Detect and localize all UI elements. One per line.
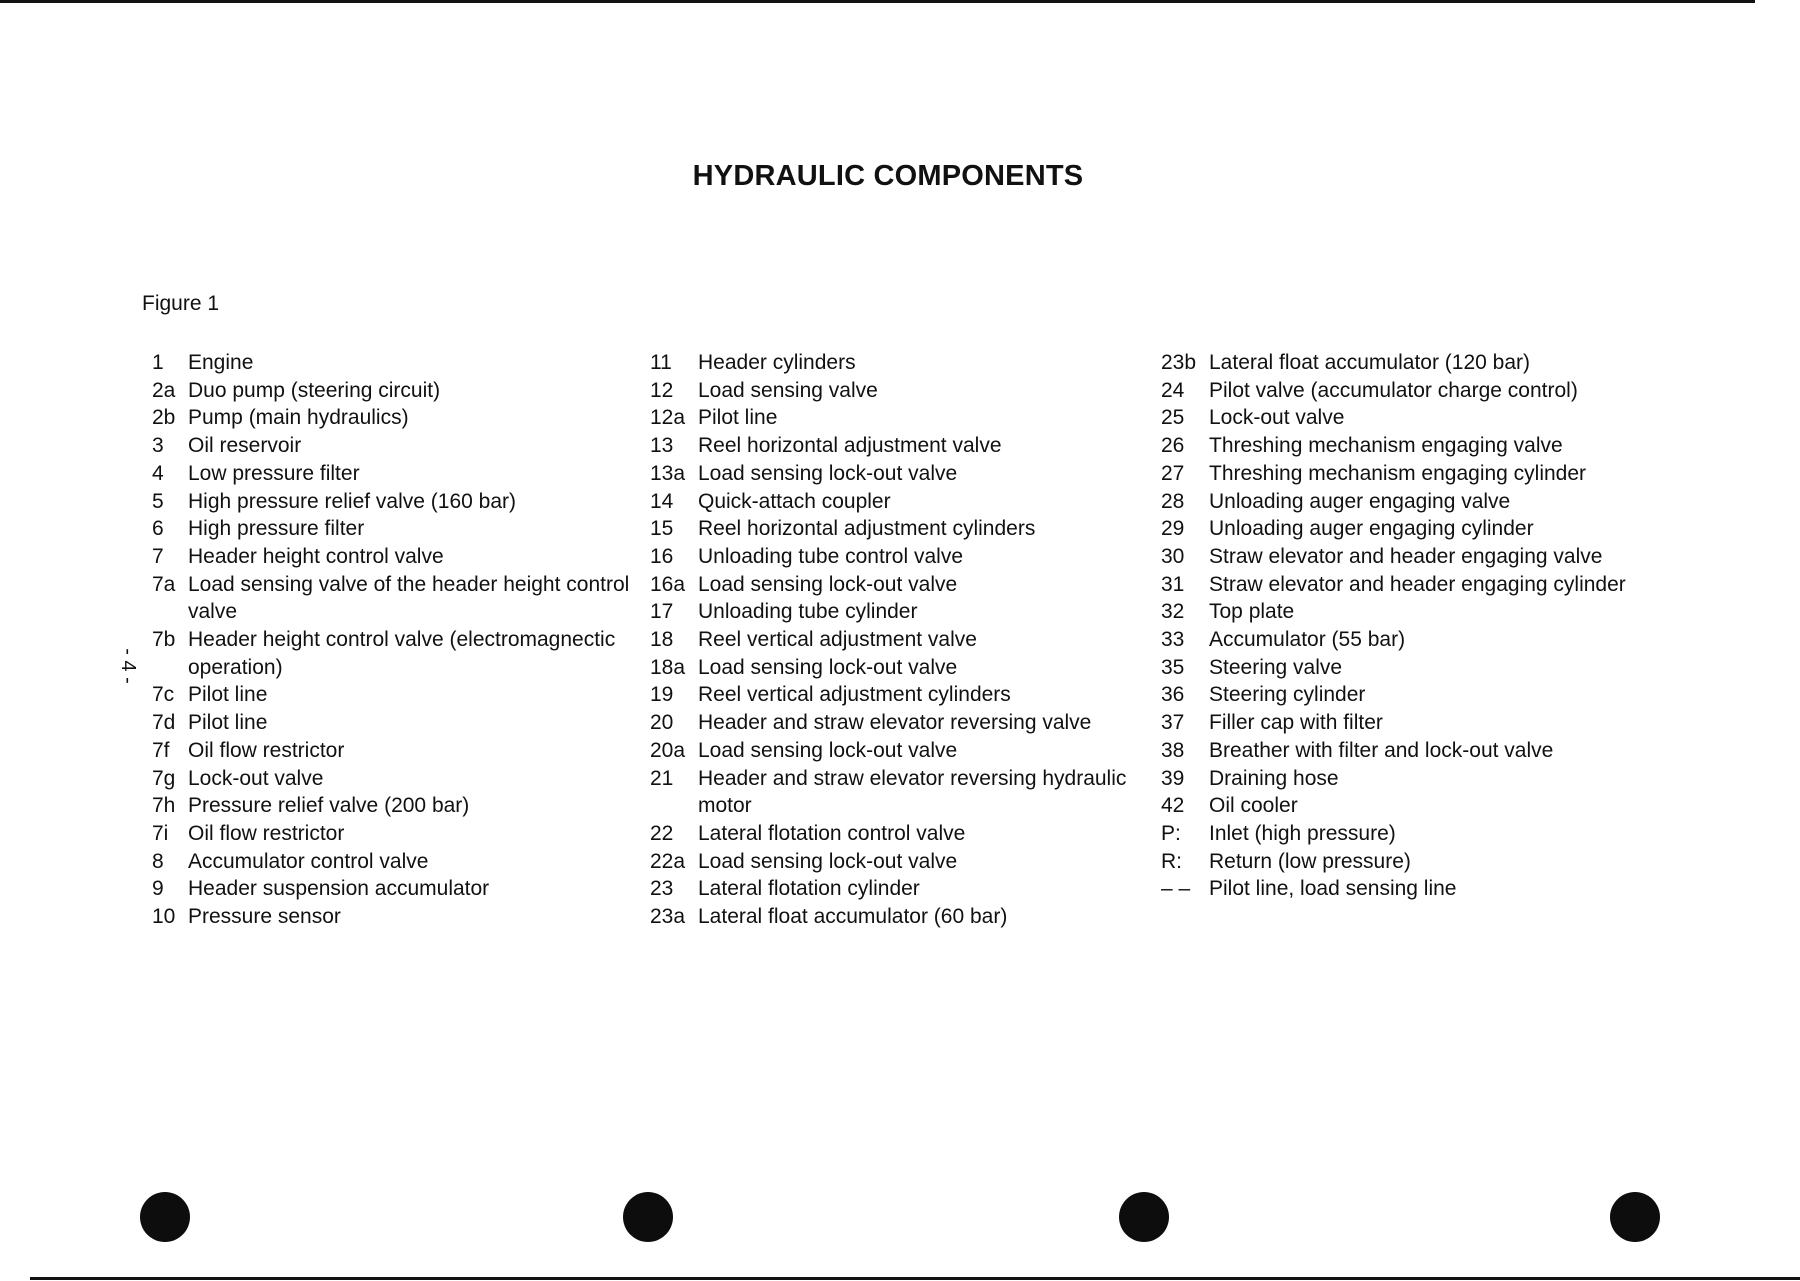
legend-item-label: Load sensing lock-out valve (698, 738, 958, 762)
legend-item-label: Pilot line (188, 683, 268, 707)
legend-item-label: Load sensing lock-out valve (698, 655, 958, 679)
legend-item (1161, 848, 1641, 876)
legend-item-label: Threshing mechanism engaging valve (1209, 434, 1563, 458)
legend-item-label: Quick-attach coupler (698, 489, 891, 513)
legend-item-number: 21 (650, 766, 674, 790)
legend-item (1161, 598, 1641, 626)
legend-item (1161, 571, 1641, 599)
legend-item-label: Header height control valve (electromagnectic operation) (188, 628, 616, 679)
legend-item-label: High pressure filter (188, 517, 365, 541)
legend-item-number: 28 (1161, 489, 1185, 513)
legend-item (650, 765, 1145, 820)
legend-item-number: 30 (1161, 544, 1185, 568)
legend-item (1161, 626, 1641, 654)
legend-item-label: Unloading auger engaging cylinder (1209, 517, 1534, 541)
legend-item-number: 9 (152, 877, 164, 901)
legend-item (140, 820, 640, 848)
legend-item-label: Header cylinders (698, 351, 856, 374)
legend-item (650, 681, 1145, 709)
legend-item-label: Oil reservoir (188, 434, 302, 458)
legend-item (650, 460, 1145, 488)
legend-item (140, 903, 640, 931)
legend-item-number: 38 (1161, 738, 1185, 762)
legend-item-label: Unloading tube control valve (698, 544, 964, 568)
legend-item-label: Load sensing lock-out valve (698, 572, 958, 596)
legend-item-number: 11 (650, 351, 672, 374)
legend-item (140, 848, 640, 876)
legend-item (650, 848, 1145, 876)
legend-item-label: Duo pump (steering circuit) (188, 378, 441, 402)
legend-item-label: Lateral float accumulator (60 bar) (698, 905, 1008, 929)
legend-item-label: Steering valve (1209, 655, 1343, 679)
legend-item (1161, 875, 1641, 903)
legend-item-number: 1 (152, 351, 164, 374)
legend-item-label: Breather with filter and lock-out valve (1209, 738, 1554, 762)
legend-column-3 (1161, 349, 1641, 903)
legend-item-number: P: (1161, 821, 1181, 845)
legend-item-label: Draining hose (1209, 766, 1339, 790)
legend-item-number: 3 (152, 434, 164, 458)
legend-item (650, 571, 1145, 599)
legend-item (650, 875, 1145, 903)
legend-item (1161, 349, 1641, 377)
legend-item-label: Load sensing valve (698, 378, 878, 402)
legend-item-number: 35 (1161, 655, 1185, 679)
legend-item-number: 33 (1161, 628, 1185, 652)
legend-item-number: 7h (152, 794, 176, 818)
legend-item-number: – – (1161, 877, 1191, 901)
legend-item-label: Pump (main hydraulics) (188, 406, 409, 430)
legend-item (140, 792, 640, 820)
legend-item-label: Low pressure filter (188, 461, 360, 485)
legend-item-label: Header suspension accumulator (188, 877, 490, 901)
legend-item-number: 2a (152, 378, 176, 402)
legend-item-number: 7 (152, 544, 164, 568)
legend-item (1161, 488, 1641, 516)
legend-item-number: 27 (1161, 461, 1185, 485)
legend-item-label: Straw elevator and header engaging cylinder (1209, 572, 1626, 596)
legend-item-label: Pressure sensor (188, 905, 341, 929)
legend-column-2 (650, 349, 1145, 931)
legend-item (140, 543, 640, 571)
legend-item (140, 515, 640, 543)
legend-item-number: 18a (650, 655, 686, 679)
binder-hole (1119, 1192, 1169, 1242)
legend-item-number: 10 (152, 905, 176, 929)
legend-item (1161, 709, 1641, 737)
binder-hole (140, 1192, 190, 1242)
figure-label: Figure 1 (142, 292, 220, 315)
legend-item (650, 349, 1145, 377)
legend-item (1161, 460, 1641, 488)
legend-item-label: Load sensing lock-out valve (698, 849, 958, 873)
legend-item-number: 42 (1161, 794, 1185, 818)
legend-item (1161, 515, 1641, 543)
legend-item-label: Oil flow restrictor (188, 821, 345, 845)
legend-item-number: 22a (650, 849, 686, 873)
legend-item-number: 25 (1161, 406, 1185, 430)
legend-item-label: Load sensing valve of the header height control valve (188, 572, 630, 624)
legend-item-label: Steering cylinder (1209, 683, 1366, 707)
legend-item-number: 5 (152, 489, 164, 513)
legend-item (140, 681, 640, 709)
legend-item-label: Return (low pressure) (1209, 849, 1411, 873)
legend-item (140, 404, 640, 432)
legend-item (140, 875, 640, 903)
legend-item (1161, 765, 1641, 793)
legend-item (140, 626, 640, 681)
legend-item (1161, 737, 1641, 765)
legend-item (650, 654, 1145, 682)
legend-column-1 (140, 349, 640, 931)
legend-item-label: Pressure relief valve (200 bar) (188, 794, 470, 818)
legend-item-label: Reel horizontal adjustment valve (698, 434, 1002, 458)
legend-item-label: Reel horizontal adjustment cylinders (698, 517, 1036, 541)
legend-item (140, 488, 640, 516)
legend-item-label: Reel vertical adjustment valve (698, 628, 977, 652)
legend-item (650, 515, 1145, 543)
legend-item-number: 13a (650, 461, 686, 485)
legend-item-label: Unloading auger engaging valve (1209, 489, 1511, 513)
legend-item-number: 15 (650, 517, 674, 541)
legend-item-label: Engine (188, 351, 254, 374)
legend-item (140, 432, 640, 460)
legend-item-number: 36 (1161, 683, 1185, 707)
legend-item-label: Accumulator control valve (188, 849, 429, 873)
legend-item-number: 22 (650, 821, 674, 845)
legend-item-number: 20 (650, 711, 674, 735)
legend-item-number: 31 (1161, 572, 1185, 596)
legend-item (140, 709, 640, 737)
legend-item-number: 7a (152, 572, 176, 596)
legend-item (650, 709, 1145, 737)
legend-item-number: 7d (152, 711, 176, 735)
legend-item (1161, 654, 1641, 682)
legend-item (650, 488, 1145, 516)
legend-item (140, 737, 640, 765)
legend-item-label: Header and straw elevator reversing hydraulic motor (698, 766, 1127, 818)
legend-item (140, 571, 640, 626)
legend-item-label: Lateral float accumulator (120 bar) (1209, 351, 1530, 374)
legend-item-label: Pilot line, load sensing line (1209, 877, 1457, 901)
page-title: HYDRAULIC COMPONENTS (692, 160, 1084, 192)
legend-item-number: 12 (650, 378, 674, 402)
legend-item-label: High pressure relief valve (160 bar) (188, 489, 516, 513)
legend-item-label: Threshing mechanism engaging cylinder (1209, 461, 1587, 485)
binder-hole (1610, 1192, 1660, 1242)
legend-item (650, 404, 1145, 432)
legend-item-label: Lateral flotation cylinder (698, 877, 920, 901)
legend-item-label: Top plate (1209, 600, 1295, 624)
legend-item (140, 349, 640, 377)
legend-item-number: 7c (152, 683, 175, 707)
legend-item-number: 19 (650, 683, 674, 707)
legend-item-number: 39 (1161, 766, 1185, 790)
legend-item-label: Lock-out valve (188, 766, 324, 790)
legend-item (650, 543, 1145, 571)
legend-item-label: Straw elevator and header engaging valve (1209, 544, 1603, 568)
legend-item-number: 4 (152, 461, 164, 485)
legend-item-label: Lateral flotation control valve (698, 821, 966, 845)
legend-item-number: 23a (650, 905, 686, 929)
legend-item-label: Pilot line (188, 711, 268, 735)
legend-item (1161, 543, 1641, 571)
legend-item-label: Inlet (high pressure) (1209, 821, 1396, 845)
legend-item-label: Filler cap with filter (1209, 711, 1383, 735)
legend-item-number: 20a (650, 738, 686, 762)
legend-item-number: 7i (152, 821, 169, 845)
legend-item (1161, 432, 1641, 460)
legend-item-number: 2b (152, 406, 176, 430)
legend-item-label: Reel vertical adjustment cylinders (698, 683, 1011, 707)
legend-item-label: Pilot valve (accumulator charge control) (1209, 378, 1578, 402)
page-number: - 4 - (117, 648, 139, 684)
top-rule (0, 0, 1755, 3)
legend-item-label: Load sensing lock-out valve (698, 461, 958, 485)
legend-item-number: 26 (1161, 434, 1185, 458)
legend-item-label: Header and straw elevator reversing valve (698, 711, 1092, 735)
legend-item-number: 29 (1161, 517, 1185, 541)
legend-item-number: 12a (650, 406, 686, 430)
legend-item (650, 432, 1145, 460)
legend-item (140, 765, 640, 793)
legend-item-number: 24 (1161, 378, 1185, 402)
binder-hole (623, 1192, 673, 1242)
legend-item-number: 14 (650, 489, 674, 513)
legend-item (650, 598, 1145, 626)
legend-item-label: Unloading tube cylinder (698, 600, 918, 624)
legend-item-number: 18 (650, 628, 674, 652)
legend-item-number: 6 (152, 517, 164, 541)
legend-item (1161, 404, 1641, 432)
legend-item (650, 820, 1145, 848)
legend-item-number: 7f (152, 738, 170, 762)
legend-item-label: Header height control valve (188, 544, 444, 568)
legend-item (650, 377, 1145, 405)
legend-item-number: 16a (650, 572, 686, 596)
legend-item (140, 377, 640, 405)
legend-item-number: 13 (650, 434, 674, 458)
legend-item-label: Pilot line (698, 406, 778, 430)
legend-item-label: Accumulator (55 bar) (1209, 628, 1406, 652)
legend-item-number: 37 (1161, 711, 1185, 735)
legend-item (140, 460, 640, 488)
legend-item-number: 16 (650, 544, 674, 568)
bottom-rule (30, 1277, 1800, 1280)
legend-item (650, 737, 1145, 765)
legend-item-number: 8 (152, 849, 164, 873)
legend-item-number: 7g (152, 766, 176, 790)
legend-item (1161, 377, 1641, 405)
legend-item-label: Oil cooler (1209, 794, 1298, 818)
legend-item (1161, 792, 1641, 820)
legend-item (1161, 820, 1641, 848)
legend-item-label: Oil flow restrictor (188, 738, 345, 762)
legend-item-number: 17 (650, 600, 674, 624)
legend-item-number: 7b (152, 628, 176, 652)
legend-item-number: 32 (1161, 600, 1185, 624)
legend-item-number: 23b (1161, 351, 1197, 374)
legend-item (650, 626, 1145, 654)
legend-item (650, 903, 1145, 931)
legend-item (1161, 681, 1641, 709)
legend-item-number: R: (1161, 849, 1182, 873)
legend-item-number: 23 (650, 877, 674, 901)
legend-item-label: Lock-out valve (1209, 406, 1345, 430)
